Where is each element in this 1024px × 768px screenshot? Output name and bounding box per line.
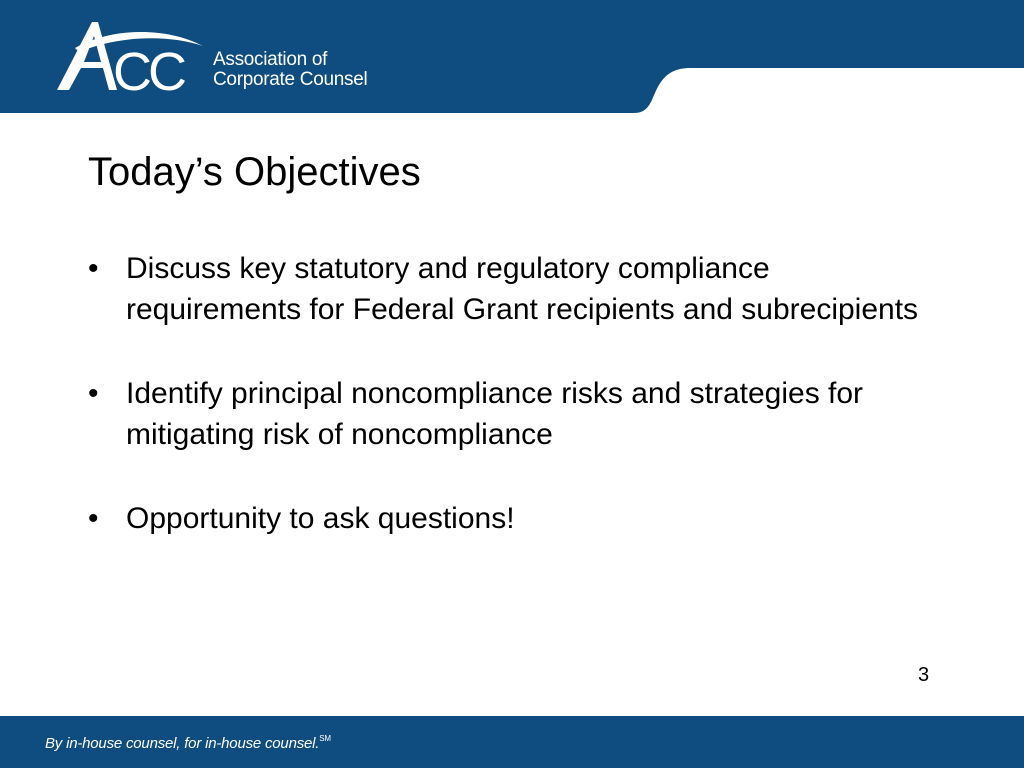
slide-title: Today’s Objectives — [88, 150, 421, 194]
bullet-icon: • — [88, 502, 99, 535]
footer-tagline — [45, 734, 331, 752]
bullet-text: Identify principal noncompliance risks and strategies for mitigating risk of noncompliance — [126, 377, 864, 451]
footer-band — [0, 716, 1024, 768]
list-item — [88, 248, 948, 330]
logo-wordmark-line2: Corporate Counsel — [213, 69, 368, 90]
logo-letters-cc: CC — [113, 42, 183, 96]
list-item — [88, 373, 948, 455]
service-mark: SM — [319, 734, 331, 743]
logo-wordmark — [213, 50, 367, 90]
bullet-text: Opportunity to ask questions! — [126, 502, 515, 535]
objectives-list — [88, 248, 948, 582]
page-number: 3 — [918, 664, 930, 686]
acc-logo-icon — [55, 18, 205, 96]
bullet-icon: • — [88, 377, 99, 410]
list-item — [88, 498, 948, 539]
bullet-icon: • — [88, 252, 99, 285]
logo-letter-a — [57, 22, 117, 90]
logo-wordmark-line1: Association of — [213, 49, 328, 70]
footer-tagline-text: By in-house counsel, for in-house counsel. — [45, 735, 320, 752]
bullet-text: Discuss key statutory and regulatory compliance requirements for Federal Grant recipients and subrecipients — [126, 252, 919, 326]
